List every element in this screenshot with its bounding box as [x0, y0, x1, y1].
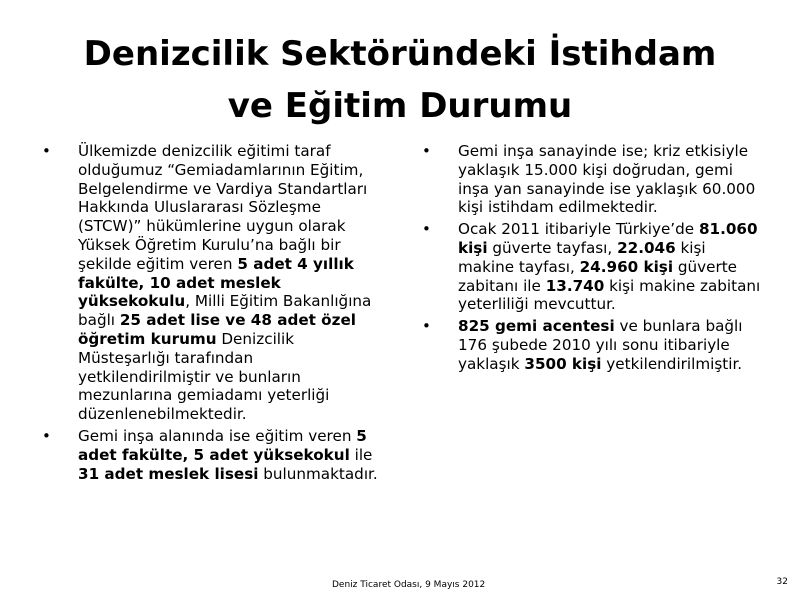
text: Ülkemizde denizcilik eğitimi taraf olduğumuz “Gemiadamlarının Eğitim, Belgelendirme ve Vardiya Standartları Hakkında Uluslararası Sözleşme (STCW)” hükümlerine uygun olarak Yüksek Öğretim Kurulu’na bağlı bir şekilde eğitim veren [78, 142, 368, 273]
left-column [40, 142, 385, 486]
title-line-1: Denizcilik Sektöründeki İstihdam [83, 34, 717, 74]
bullet-icon: • [422, 220, 431, 239]
text: güverte tayfası, [487, 238, 618, 257]
bullet-icon: • [42, 142, 51, 160]
list-item [420, 220, 765, 314]
list-item [40, 427, 385, 483]
text: kişi makine zabitanı yeterliliği mevcuttur. [458, 276, 761, 314]
bold-text: 3500 kişi [524, 354, 602, 373]
text: , Milli Eğitim Bakanlığına bağlı [78, 292, 372, 330]
text: Gemi inşa alanında ise eğitim veren [78, 426, 357, 445]
right-bullet-list [420, 142, 765, 374]
page-number: 32 [776, 577, 788, 587]
text: Ocak 2011 itibariyle Türkiye’de [458, 220, 699, 239]
bullet-icon: • [42, 426, 51, 445]
text: kişi makine tayfası, [458, 238, 706, 276]
bold-text: 5 adet fakülte, 5 adet yüksekokul [78, 426, 367, 464]
bold-text: 825 gemi acentesi [458, 317, 615, 336]
bold-text: 25 adet lise ve 48 adet özel öğretim kurumu [78, 311, 356, 348]
bold-text: 81.060 kişi [458, 220, 758, 257]
bold-text: 22.046 [617, 238, 676, 257]
text: güverte zabitanı ile [458, 257, 738, 295]
bullet-icon: • [422, 142, 431, 160]
text: Gemi inşa sanayinde ise; kriz etkisiyle yaklaşık 15.000 kişi doğrudan, gemi inşa yan sanayinde ise yaklaşık 60.000 kişi istihdam edilmektedir. [458, 142, 756, 217]
text: Denizcilik Müsteşarlığı tarafından yetkilendirilmiştir ve bunların mezunlarına gemiadamı yeterliği düzenlenebilmektedir. [78, 329, 330, 424]
text: bulunmaktadır. [258, 464, 378, 483]
right-column [420, 142, 765, 377]
text: yetkilendirilmiştir. [601, 354, 743, 373]
list-item [40, 142, 385, 424]
bold-text: 13.740 [545, 276, 605, 295]
slide-footer: Deniz Ticaret Odası, 9 Mayıs 2012 [332, 580, 486, 590]
text: ve bunlara bağlı 176 şubede 2010 yılı sonu itibariyle yaklaşık [458, 317, 743, 373]
list-item [420, 142, 765, 217]
title-line-2: ve Eğitim Durumu [227, 86, 573, 126]
bold-text: 31 adet meslek lisesi [78, 464, 259, 483]
slide-title [0, 28, 800, 132]
bullet-icon: • [422, 317, 431, 336]
bold-text: 5 adet 4 yıllık fakülte, 10 adet meslek yüksekokulu [78, 254, 354, 311]
text: ile [349, 445, 373, 464]
left-bullet-list [40, 142, 385, 483]
list-item [420, 317, 765, 373]
bold-text: 24.960 kişi [579, 257, 674, 276]
